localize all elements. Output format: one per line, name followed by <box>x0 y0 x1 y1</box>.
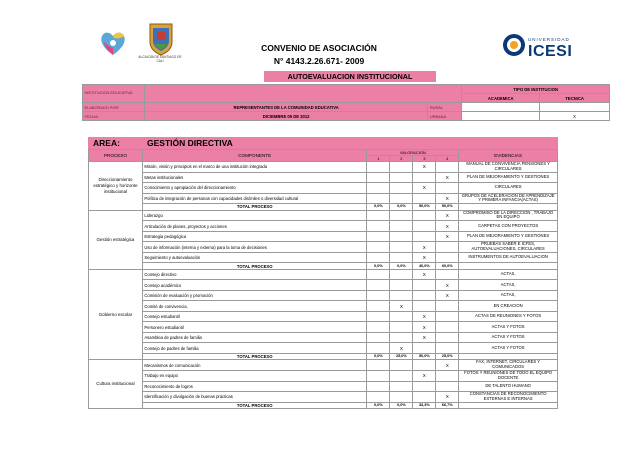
valoracion-4-cell <box>436 332 459 343</box>
total-evidence-cell <box>459 402 558 409</box>
valoracion-2-cell <box>390 360 413 371</box>
valoracion-4-cell: X <box>436 172 459 183</box>
total-percent-1: 0,0% <box>367 263 390 270</box>
valoracion-3-cell: X <box>413 311 436 322</box>
component-name: Consejo directivo <box>142 269 367 280</box>
valoracion-2-cell <box>390 392 413 403</box>
table-row <box>89 301 558 312</box>
valoracion-1-header: 1 <box>367 156 390 162</box>
elaborado-value: REPRESENTANTES DE LA COMUNIDAD EDUCATIVA <box>144 103 427 112</box>
valoracion-2-cell <box>390 193 413 204</box>
institucion-value <box>144 85 461 103</box>
component-name: Conocimiento y apropiación del direccionamiento <box>142 183 367 194</box>
valoracion-3-cell <box>413 280 436 291</box>
valoracion-2-cell <box>390 269 413 280</box>
valoracion-2-cell <box>390 162 413 173</box>
proceso-header: PROCESO <box>89 150 143 162</box>
table-row <box>89 280 558 291</box>
rural-label: RURAL <box>428 103 462 112</box>
evidence-cell: DE TALENTO HUMANO <box>459 381 558 392</box>
valoracion-3-cell <box>413 360 436 371</box>
total-label: TOTAL PROCESO <box>142 263 367 270</box>
valoracion-1-cell <box>367 172 390 183</box>
total-percent-3: 50,0% <box>413 204 436 211</box>
evidence-cell: INSTRUMENTOS DE AUTOEVALUACION <box>459 252 558 263</box>
valoracion-1-cell <box>367 370 390 381</box>
valoracion-3-cell: X <box>413 183 436 194</box>
valoracion-2-cell <box>390 210 413 221</box>
total-label: TOTAL PROCESO <box>142 402 367 409</box>
valoracion-4-cell: X <box>436 231 459 242</box>
evidencias-header: EVIDENCIAS <box>459 150 558 162</box>
valoracion-4-cell <box>436 301 459 312</box>
total-percent-4: 60,0% <box>436 263 459 270</box>
institution-info-table <box>82 84 610 121</box>
valoracion-2-cell <box>390 221 413 232</box>
valoracion-2-cell <box>390 381 413 392</box>
valoracion-3-cell <box>413 381 436 392</box>
total-percent-3: 40,0% <box>413 263 436 270</box>
valoracion-3-cell <box>413 343 436 354</box>
seal-caption: ALCALDÍA DE SANTIAGO DE CALI <box>138 55 182 63</box>
valoracion-1-cell <box>367 360 390 371</box>
valoracion-2-cell <box>390 311 413 322</box>
valoracion-2-cell <box>390 322 413 333</box>
valoracion-3-header: 3 <box>413 156 436 162</box>
process-name: Gestión estratégica <box>89 210 143 269</box>
process-name: Gobierno escolar <box>89 269 143 360</box>
valoracion-1-cell <box>367 290 390 301</box>
process-name: Cultura institucional <box>89 360 143 409</box>
component-name: Personero estudiantil <box>142 322 367 333</box>
valoracion-1-cell <box>367 231 390 242</box>
total-label: TOTAL PROCESO <box>142 353 367 360</box>
valoracion-2-cell: X <box>390 343 413 354</box>
table-row <box>89 183 558 194</box>
total-percent-3: 33,3% <box>413 402 436 409</box>
table-row <box>89 381 558 392</box>
fecha-label: FECHA: <box>83 112 145 121</box>
valoracion-2-cell <box>390 280 413 291</box>
urbana-tecnica-mark: X <box>540 112 610 121</box>
valoracion-1-cell <box>367 280 390 291</box>
evidence-cell: CIRCULARES <box>459 183 558 194</box>
table-row <box>89 311 558 322</box>
fecha-value: DICIEMBRE 05 DE 2012 <box>144 112 427 121</box>
total-percent-4: 25,0% <box>436 353 459 360</box>
evidence-cell: PLAN DE MEJORAMIENTO Y GESTIONES <box>459 172 558 183</box>
table-row <box>89 332 558 343</box>
valoracion-3-cell <box>413 290 436 301</box>
valoracion-4-cell: X <box>436 210 459 221</box>
component-name: Articulación de planes, proyectos y acciones <box>142 221 367 232</box>
agreement-number: N° 4143.2.26.671- 2009 <box>273 56 365 66</box>
evidence-cell: ACTAS, <box>459 269 558 280</box>
evidence-cell: ACTAS DE REUNIONES Y FOTOS <box>459 311 558 322</box>
valoracion-2-cell <box>390 332 413 343</box>
valoracion-2-cell <box>390 231 413 242</box>
table-row <box>89 221 558 232</box>
componente-header: COMPONENTE <box>142 150 367 162</box>
evidence-cell: ACTAS Y FOTOS <box>459 322 558 333</box>
tecnica-label: TECNICA <box>540 94 610 103</box>
component-name: Consejo estudiantil <box>142 311 367 322</box>
table-row <box>89 290 558 301</box>
table-row <box>89 392 558 403</box>
valoracion-1-cell <box>367 311 390 322</box>
valoracion-3-cell <box>413 231 436 242</box>
valoracion-3-cell: X <box>413 332 436 343</box>
valoracion-2-header: 2 <box>390 156 413 162</box>
component-name: Identificación y divulgación de buenas prácticas <box>142 392 367 403</box>
component-name: Trabajo en equipo <box>142 370 367 381</box>
rural-academica-cell <box>462 103 540 112</box>
table-row <box>89 242 558 253</box>
valoracion-4-cell: X <box>436 392 459 403</box>
valoracion-1-cell <box>367 221 390 232</box>
valoracion-2-cell <box>390 370 413 381</box>
valoracion-3-cell: X <box>413 370 436 381</box>
total-percent-2: 0,0% <box>390 263 413 270</box>
total-percent-1: 0,0% <box>367 204 390 211</box>
valoracion-1-cell <box>367 392 390 403</box>
valoracion-4-cell <box>436 269 459 280</box>
table-row <box>89 231 558 242</box>
evidence-cell: GRUPOS DE ACELERACION DE APRENDIZAJE Y PRIMERA INFANCIA(ACTAS) <box>459 193 558 204</box>
valoracion-2-cell <box>390 242 413 253</box>
evidence-cell: CONSTANCIAS DE RECONOCIMIENTO EXTERNAS E INTERNAS <box>459 392 558 403</box>
evidence-cell: ACTAS, <box>459 290 558 301</box>
valoracion-3-cell: X <box>413 242 436 253</box>
valoracion-1-cell <box>367 242 390 253</box>
total-percent-3: 50,0% <box>413 353 436 360</box>
total-percent-4: 66,7% <box>436 402 459 409</box>
valoracion-3-cell <box>413 221 436 232</box>
total-row <box>89 402 558 409</box>
valoracion-1-cell <box>367 301 390 312</box>
component-name: Metas institucionales <box>142 172 367 183</box>
component-name: Mecanismos de comunicación <box>142 360 367 371</box>
component-name: Uso de información (interna y externa) para la toma de decisiones <box>142 242 367 253</box>
valoracion-2-cell <box>390 252 413 263</box>
evidence-cell: COMPROMISO DE LA DIRECCION , TRABAJO EN EQUIPO <box>459 210 558 221</box>
total-percent-1: 0,0% <box>367 402 390 409</box>
total-percent-2: 0,0% <box>390 204 413 211</box>
total-label: TOTAL PROCESO <box>142 204 367 211</box>
evidence-cell: PLAN DE MEJORAMIENTO Y GESTIONES <box>459 231 558 242</box>
valoracion-4-header: 4 <box>436 156 459 162</box>
valoracion-3-cell: X <box>413 252 436 263</box>
evidence-cell: ACTAS Y FOTOS <box>459 343 558 354</box>
table-row <box>89 172 558 183</box>
table-row <box>89 360 558 371</box>
component-name: Reconocimiento de logros <box>142 381 367 392</box>
area-label: AREA: <box>93 138 120 148</box>
table-row <box>89 322 558 333</box>
valoracion-2-cell <box>390 183 413 194</box>
valoracion-4-cell: X <box>436 360 459 371</box>
component-name: Asamblea de padres de familia <box>142 332 367 343</box>
table-row <box>89 210 558 221</box>
table-row <box>89 162 558 173</box>
valoracion-3-cell <box>413 210 436 221</box>
elaborado-label: ELABORADO POR: <box>83 103 145 112</box>
evaluation-table <box>88 149 558 409</box>
table-row <box>89 343 558 354</box>
total-percent-4: 50,0% <box>436 204 459 211</box>
valoracion-1-cell <box>367 332 390 343</box>
section-title: AUTOEVALUACION INSTITUCIONAL <box>264 71 436 82</box>
valoracion-4-cell: X <box>436 221 459 232</box>
area-name: GESTIÓN DIRECTIVA <box>147 138 233 148</box>
evidence-cell: ACTAS, <box>459 280 558 291</box>
valoracion-1-cell <box>367 210 390 221</box>
evidence-cell: ACTAS Y FOTOS <box>459 332 558 343</box>
total-percent-1: 0,0% <box>367 353 390 360</box>
table-row <box>89 252 558 263</box>
total-percent-2: 0,0% <box>390 402 413 409</box>
valoracion-4-cell <box>436 252 459 263</box>
component-name: Consejo de padres de familia <box>142 343 367 354</box>
component-name: Seguimiento y autoevaluación <box>142 252 367 263</box>
valoracion-4-cell <box>436 183 459 194</box>
valoracion-3-cell: X <box>413 162 436 173</box>
valoracion-4-cell <box>436 370 459 381</box>
evidence-cell: EN CREACION <box>459 301 558 312</box>
valoracion-4-cell: X <box>436 290 459 301</box>
valoracion-1-cell <box>367 322 390 333</box>
table-row <box>89 269 558 280</box>
page-title: CONVENIO DE ASOCIACIÓN <box>261 43 377 53</box>
component-name: Consejo académico <box>142 280 367 291</box>
process-name: Direccionamiento estratégico y horizonte institucional <box>89 162 143 211</box>
valoracion-4-cell: X <box>436 280 459 291</box>
valoracion-header: VALORACION <box>367 150 459 156</box>
component-name: Política de integración de personas con capacidades disímiles o diversidad cultural <box>142 193 367 204</box>
icesi-subtitle: UNIVERSIDAD <box>528 37 570 42</box>
evidence-cell: FOTOS Y REUNIONES DE TODO EL EQUIPO DOCENTE <box>459 370 558 381</box>
rural-tecnica-cell <box>540 103 610 112</box>
evidence-cell: PRUEBAS SABER E ICFES, AUTOEVALUACIONES, CIRCULARES <box>459 242 558 253</box>
valoracion-4-cell <box>436 162 459 173</box>
valoracion-2-cell <box>390 290 413 301</box>
valoracion-4-cell <box>436 343 459 354</box>
valoracion-3-cell: X <box>413 322 436 333</box>
valoracion-1-cell <box>367 269 390 280</box>
institucion-label: INSTITUCION EDUCATIVA: <box>83 85 145 103</box>
valoracion-4-cell <box>436 322 459 333</box>
component-name: Comité de convivencia, <box>142 301 367 312</box>
valoracion-1-cell <box>367 162 390 173</box>
valoracion-3-cell <box>413 172 436 183</box>
valoracion-4-cell <box>436 242 459 253</box>
valoracion-1-cell <box>367 183 390 194</box>
tipo-institucion-label: TIPO DE INSTITUCION <box>462 85 610 94</box>
valoracion-1-cell <box>367 252 390 263</box>
total-percent-2: 25,0% <box>390 353 413 360</box>
valoracion-4-cell <box>436 381 459 392</box>
valoracion-1-cell <box>367 193 390 204</box>
valoracion-3-cell <box>413 193 436 204</box>
component-name: Misión, visión y principios en el marco de una institución integrada <box>142 162 367 173</box>
valoracion-3-cell: X <box>413 269 436 280</box>
evidence-cell: CARPETAS CON PROYECTOS <box>459 221 558 232</box>
valoracion-2-cell <box>390 172 413 183</box>
icesi-name: ICESI <box>528 43 573 60</box>
valoracion-3-cell <box>413 301 436 312</box>
valoracion-1-cell <box>367 343 390 354</box>
urbana-label: URBANA <box>428 112 462 121</box>
component-name: Estrategia pedagógica <box>142 231 367 242</box>
valoracion-3-cell <box>413 392 436 403</box>
academica-label: ACADEMICA <box>462 94 540 103</box>
valoracion-1-cell <box>367 381 390 392</box>
valoracion-4-cell: X <box>436 193 459 204</box>
urbana-academica-cell <box>462 112 540 121</box>
component-name: Liderazgo <box>142 210 367 221</box>
evidence-cell: MANUAL DE CONVIVENCIA PENSIONES Y CIRCULARES <box>459 162 558 173</box>
valoracion-2-cell: X <box>390 301 413 312</box>
table-row <box>89 193 558 204</box>
table-row <box>89 370 558 381</box>
evidence-cell: FAX, INTERNET, CIRCULARES Y COMUNICADOS <box>459 360 558 371</box>
valoracion-4-cell <box>436 311 459 322</box>
component-name: Comisión de evaluación y promoción <box>142 290 367 301</box>
